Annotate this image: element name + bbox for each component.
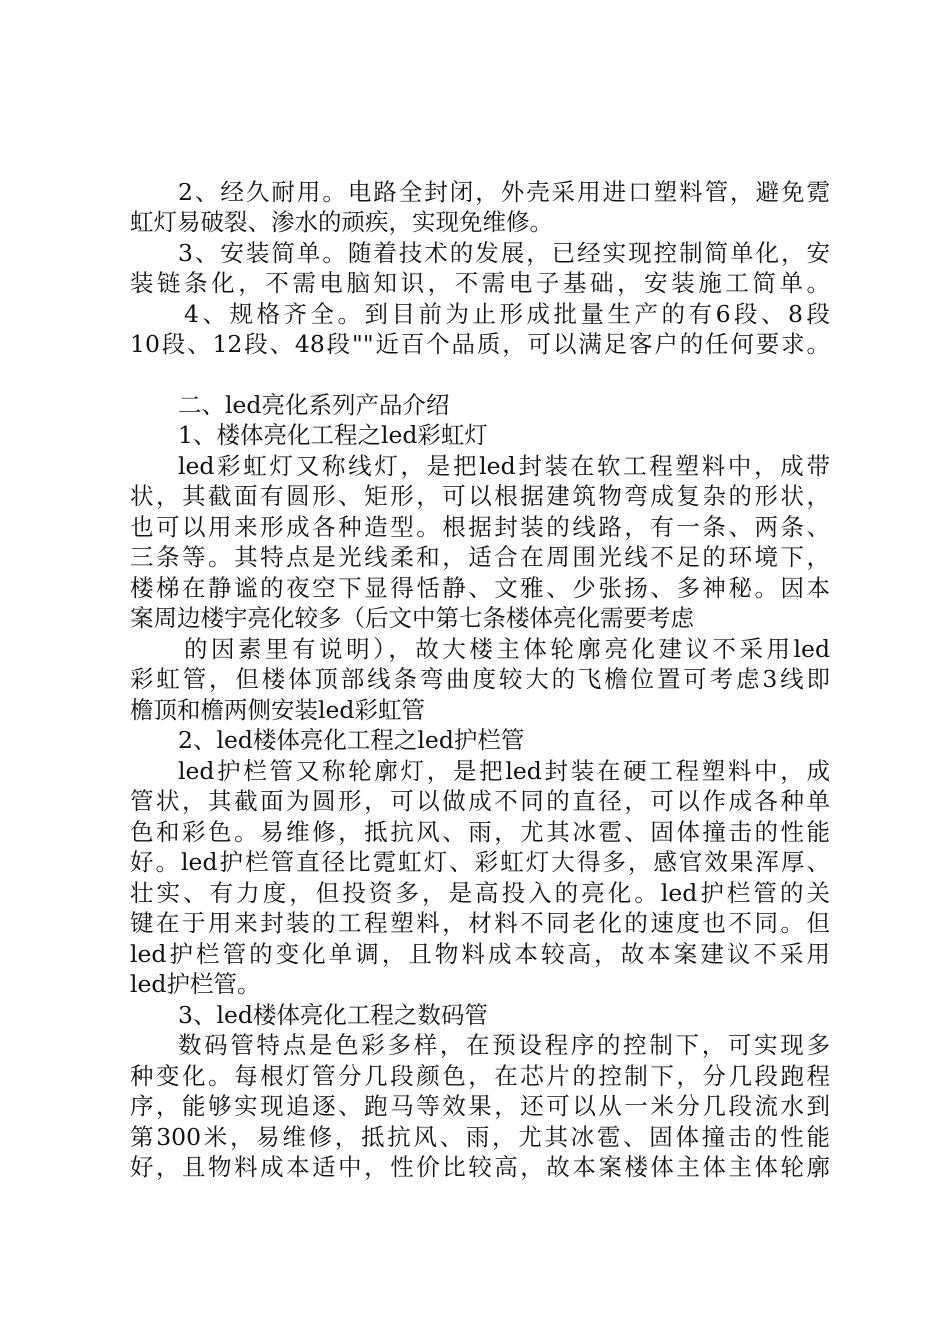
- paragraph-line: led彩虹灯又称线灯，是把led封装在软工程塑料中，成带: [178, 452, 830, 480]
- paragraph-line: led护栏管。: [130, 970, 261, 998]
- paragraph-line: 键在于用来封装的工程塑料，材料不同老化的速度也不同。但: [130, 909, 830, 937]
- subsection-heading: 1、楼体亮化工程之led彩虹灯: [178, 421, 488, 449]
- paragraph-line: 状，其截面有圆形、矩形，可以根据建筑物弯成复杂的形状，: [130, 482, 830, 510]
- paragraph-line: led护栏管的变化单调，且物料成本较高，故本案建议不采用: [130, 940, 830, 968]
- paragraph-line: 也可以用来形成各种造型。根据封装的线路，有一条、两条、: [130, 513, 830, 541]
- paragraph-line: 三条等。其特点是光线柔和，适合在周围光线不足的环境下，: [130, 543, 830, 571]
- paragraph-line: led护栏管又称轮廓灯，是把led封装在硬工程塑料中，成: [178, 757, 830, 785]
- paragraph-line: 装链条化，不需电脑知识，不需电子基础，安装施工简单。: [130, 269, 830, 297]
- paragraph-line: 第300米，易维修，抵抗风、雨，尤其冰雹、固体撞击的性能: [130, 1123, 830, 1151]
- paragraph-line: 好，且物料成本适中，性价比较高，故本案楼体主体主体轮廓: [130, 1153, 830, 1181]
- paragraph-line: 壮实、有力度，但投资多，是高投入的亮化。led护栏管的关: [130, 879, 830, 907]
- paragraph-line: 种变化。每根灯管分几段颜色，在芯片的控制下，分几段跑程: [130, 1062, 830, 1090]
- paragraph-line: 的因素里有说明），故大楼主体轮廓亮化建议不采用led: [184, 635, 830, 663]
- paragraph-line: 序，能够实现追逐、跑马等效果，还可以从一米分几段流水到: [130, 1092, 830, 1120]
- paragraph-line: 管状，其截面为圆形，可以做成不同的直径，可以作成各种单: [130, 787, 830, 815]
- paragraph-line: 檐顶和檐两侧安装led彩虹管: [130, 696, 425, 724]
- subsection-heading: 3、led楼体亮化工程之数码管: [178, 1001, 488, 1029]
- paragraph-line: 案周边楼宇亮化较多（后文中第七条楼体亮化需要考虑: [130, 604, 694, 632]
- paragraph-line: 4、规格齐全。到目前为止形成批量生产的有6段、8段: [184, 300, 830, 328]
- paragraph-line: 10段、12段、48段""近百个品质，可以满足客户的任何要求。: [130, 330, 830, 358]
- paragraph-line: 2、经久耐用。电路全封闭，外壳采用进口塑料管，避免霓: [178, 178, 830, 206]
- paragraph-line: 3、安装简单。随着技术的发展，已经实现控制简单化，安: [178, 239, 830, 267]
- paragraph-line: 楼梯在静谧的夜空下显得恬静、文雅、少张扬、多神秘。因本: [130, 574, 830, 602]
- section-heading: 二、led亮化系列产品介绍: [178, 391, 450, 419]
- paragraph-line: 色和彩色。易维修，抵抗风、雨，尤其冰雹、固体撞击的性能: [130, 818, 830, 846]
- subsection-heading: 2、led楼体亮化工程之led护栏管: [178, 726, 525, 754]
- paragraph-line: 好。led护栏管直径比霓虹灯、彩虹灯大得多，感官效果浑厚、: [130, 848, 830, 876]
- paragraph-line: 彩虹管，但楼体顶部线条弯曲度较大的飞檐位置可考虑3线即: [130, 665, 830, 693]
- paragraph-line: 虹灯易破裂、渗水的顽疾，实现免维修。: [130, 208, 553, 236]
- paragraph-line: 数码管特点是色彩多样，在预设程序的控制下，可实现多: [178, 1031, 830, 1059]
